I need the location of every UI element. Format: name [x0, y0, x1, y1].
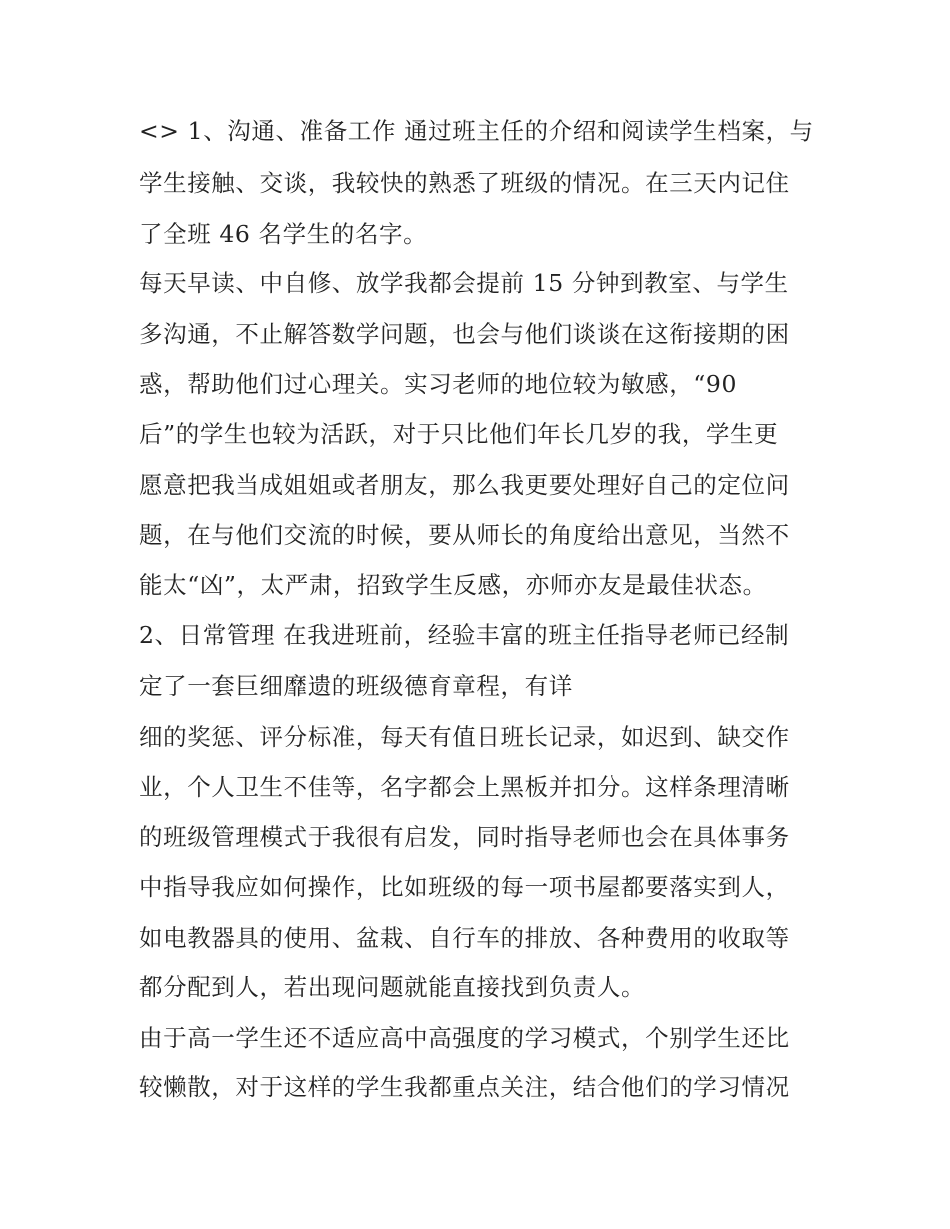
text-line: 较懒散，对于这样的学生我都重点关注，结合他们的学习情况: [139, 1073, 790, 1101]
text-line: 中指导我应如何操作，比如班级的每一项书屋都要落实到人，: [139, 873, 790, 901]
text-line: <> 1、沟通、准备工作 通过班主任的介绍和阅读学生档案，与: [139, 117, 814, 145]
text-line: 都分配到人，若出现问题就能直接找到负责人。: [139, 973, 646, 1001]
text-line: 了全班 46 名学生的名字。: [139, 220, 428, 248]
text-line: 定了一套巨细靡遗的班级德育章程，有详: [139, 672, 573, 700]
text-line: 题，在与他们交流的时候，要从师长的角度给出意见，当然不: [139, 521, 790, 549]
text-line: 能太“凶”，太严肃，招致学生反感，亦师亦友是最佳状态。: [139, 571, 767, 599]
text-line: 如电教器具的使用、盆栽、自行车的排放、各种费用的收取等: [139, 924, 790, 952]
text-line: 细的奖惩、评分标准，每天有值日班长记录，如迟到、缺交作: [139, 723, 790, 751]
text-line: 愿意把我当成姐姐或者朋友，那么我更要处理好自己的定位问: [139, 471, 790, 499]
text-line: 后”的学生也较为活跃，对于只比他们年长几岁的我，学生更: [139, 420, 779, 448]
text-line: 多沟通，不止解答数学问题，也会与他们谈谈在这衔接期的困: [139, 320, 790, 348]
text-line: 每天早读、中自修、放学我都会提前 15 分钟到教室、与学生: [139, 269, 789, 297]
text-line: 2、日常管理 在我进班前，经验丰富的班主任指导老师已经制: [139, 621, 790, 649]
text-line: 由于高一学生还不适应高中高强度的学习模式，个别学生还比: [139, 1024, 790, 1052]
text-line: 惑，帮助他们过心理关。实习老师的地位较为敏感，“90: [139, 370, 738, 398]
text-line: 学生接触、交谈，我较快的熟悉了班级的情况。在三天内记住: [139, 169, 790, 197]
text-line: 的班级管理模式于我很有启发，同时指导老师也会在具体事务: [139, 823, 790, 851]
text-line: 业，个人卫生不佳等，名字都会上黑板并扣分。这样条理清晰: [139, 773, 790, 801]
